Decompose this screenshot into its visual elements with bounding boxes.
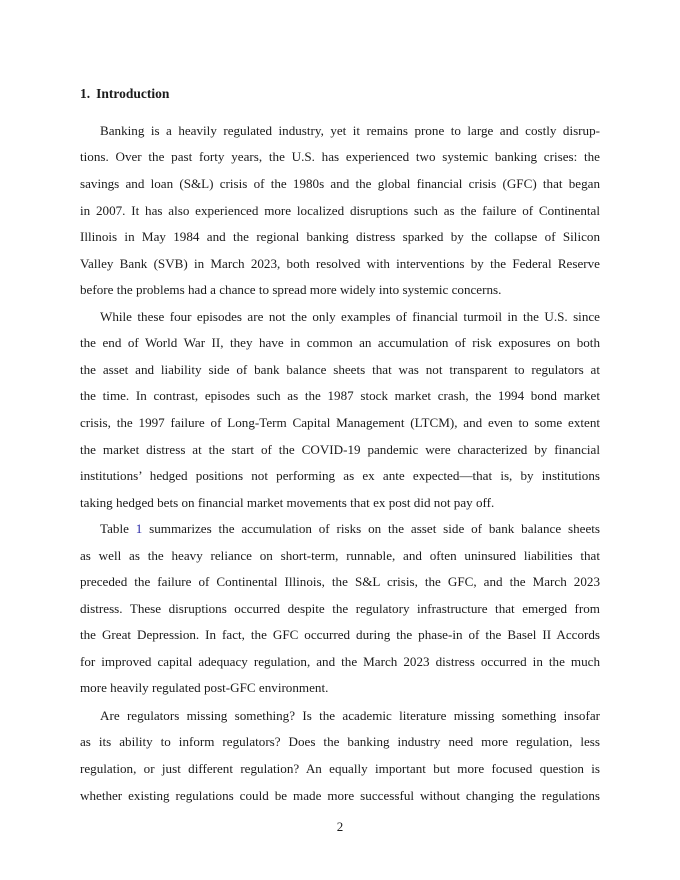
section-title: Introduction xyxy=(96,86,170,101)
paragraph-1-line-3: savings and loan (S&L) crisis of the 1980s and the global financial crisis (GFC) that began xyxy=(80,176,600,191)
paragraph-2-line-2: the end of World War II, they have in common an accumulation of risk exposures on both xyxy=(80,335,600,350)
paragraph-4-line-4: whether existing regulations could be made more successful without changing the regulations xyxy=(80,788,600,803)
paragraph-3-line-4: distress. These disruptions occurred despite the regulatory infrastructure that emerged from xyxy=(80,601,600,616)
paragraph-1-line-2: tions. Over the past forty years, the U.S. has experienced two systemic banking crises: the xyxy=(80,149,600,164)
paragraph-2-line-3: the asset and liability side of bank balance sheets that was not transparent to regulators at xyxy=(80,362,600,377)
paragraph-4-line-1: Are regulators missing something? Is the academic literature missing something insofar xyxy=(100,708,600,723)
paragraph-3-line-3: preceded the failure of Continental Illinois, the S&L crisis, the GFC, and the March 2023 xyxy=(80,574,600,589)
table-ref-suffix: summarizes the accumulation of risks on the asset side of bank balance sheets xyxy=(142,521,600,536)
paragraph-2-line-7: institutions’ hedged positions not performing as ex ante expected—that is, by institutions xyxy=(80,468,600,483)
paragraph-2-line-4: the time. In contrast, episodes such as the 1987 stock market crash, the 1994 bond market xyxy=(80,388,600,403)
paragraph-3-line-2: as well as the heavy reliance on short-term, runnable, and often uninsured liabilities that xyxy=(80,548,600,563)
paragraph-2-line-6: the market distress at the start of the COVID-19 pandemic were characterized by financial xyxy=(80,442,600,457)
paragraph-3-line-1 xyxy=(100,519,600,539)
paragraph-1-line-4: in 2007. It has also experienced more localized disruptions such as the failure of Continental xyxy=(80,203,600,218)
table-1-link[interactable]: 1 xyxy=(135,521,143,536)
paragraph-3-line-6: for improved capital adequacy regulation, and the March 2023 distress occurred in the much xyxy=(80,654,600,669)
paragraph-1-line-6: Valley Bank (SVB) in March 2023, both resolved with interventions by the Federal Reserve xyxy=(80,256,600,271)
paragraph-4-line-3: regulation, or just different regulation? An equally important but more focused question is xyxy=(80,761,600,776)
paragraph-3-line-7: more heavily regulated post-GFC environment. xyxy=(80,680,329,695)
table-ref-prefix: Table xyxy=(100,521,136,536)
page-number: 2 xyxy=(336,819,344,834)
section-number: 1. xyxy=(80,86,91,101)
paragraph-1-line-5: Illinois in May 1984 and the regional banking distress sparked by the collapse of Silicon xyxy=(80,229,600,244)
section-heading xyxy=(80,86,169,102)
paragraph-1-line-1: Banking is a heavily regulated industry, yet it remains prone to large and costly disrup- xyxy=(100,123,600,138)
paragraph-2-line-5: crisis, the 1997 failure of Long-Term Capital Management (LTCM), and even to some extent xyxy=(80,415,600,430)
paragraph-2-line-8: taking hedged bets on financial market movements that ex post did not pay off. xyxy=(80,495,495,510)
paragraph-2-line-1: While these four episodes are not the only examples of financial turmoil in the U.S. since xyxy=(100,309,600,324)
paragraph-1-line-7: before the problems had a chance to spread more widely into systemic concerns. xyxy=(80,282,502,297)
paragraph-4-line-2: as its ability to inform regulators? Does the banking industry need more regulation, less xyxy=(80,734,600,749)
paragraph-3-line-5: the Great Depression. In fact, the GFC occurred during the phase-in of the Basel II Accords xyxy=(80,627,600,642)
